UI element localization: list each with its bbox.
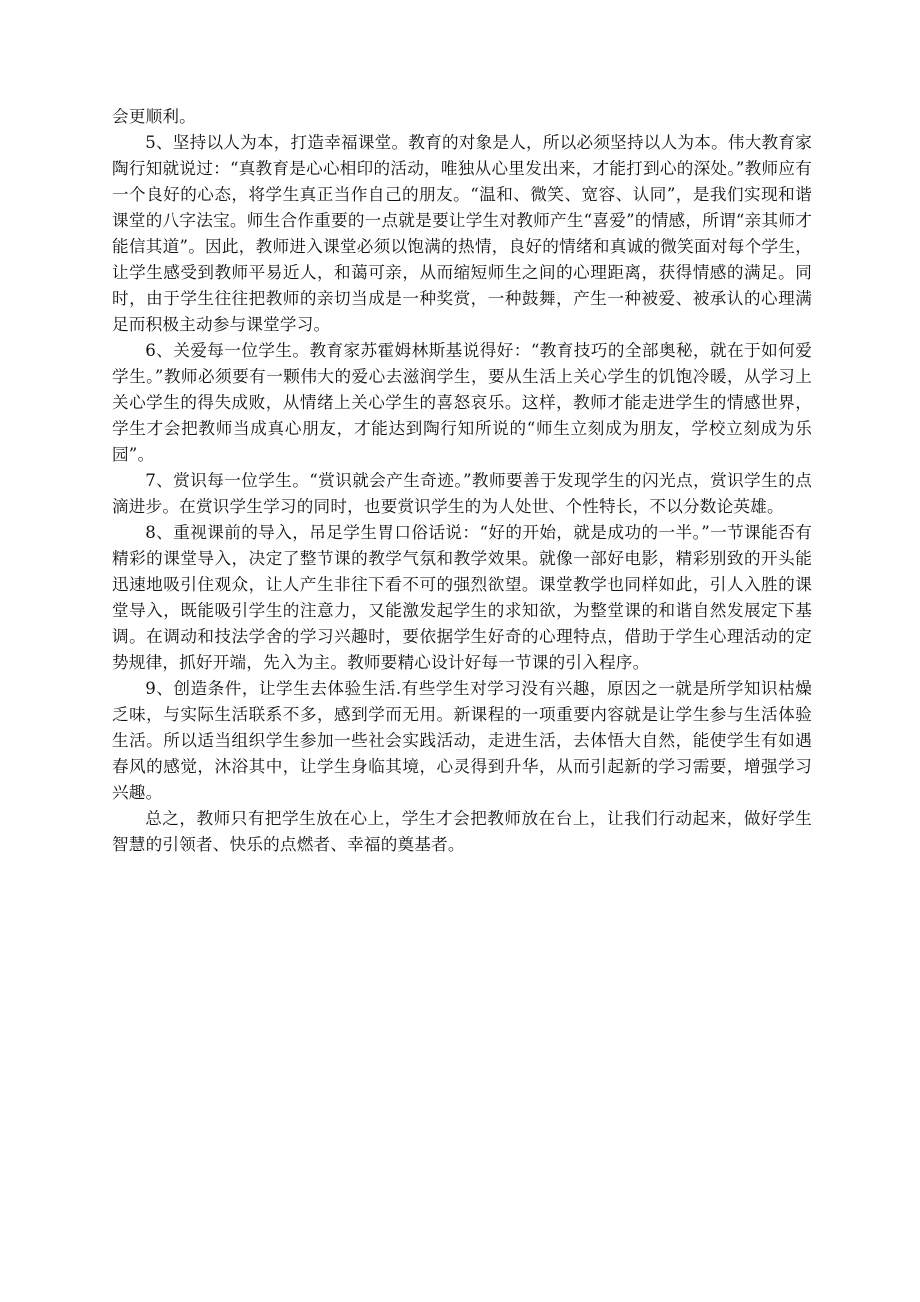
paragraph-item-5: 5、坚持以人为本，打造幸福课堂。教育的对象是人，所以必须坚持以人为本。伟大教育家陶行知就说过：“真教育是心心相印的活动，唯独从心里发出来，才能打到心的深处。”教师应有一个良好的心态，将学生真正当作自己的朋友。“温和、微笑、宽容、认同”，是我们实现和谐课堂的八字法宝。师生合作重要的一点就是要让学生对教师产生“喜爱”的情感，所谓“亲其师才能信其道”。因此，教师进入课堂必须以饱满的热情，良好的情绪和真诚的微笑面对每个学生，让学生感受到教师平易近人，和蔼可亲，从而缩短师生之间的心理距离，获得情感的满足。同时，由于学生往往把教师的亲切当成是一种奖赏，一种鼓舞，产生一种被爱、被承认的心理满足而积极主动参与课堂学习。 <box>112 133 812 334</box>
paragraph-item-9: 9、创造条件，让学生去体验生活.有些学生对学习没有兴趣，原因之一就是所学知识枯燥乏味，与实际生活联系不多，感到学而无用。新课程的一项重要内容就是让学生参与生活体验生活。所以适当组织学生参加一些社会实践活动，走进生活，去体悟大自然，能使学生有如遇春风的感觉，沐浴其中，让学生身临其境，心灵得到升华，从而引起新的学习需要，增强学习兴趣。 <box>112 679 812 802</box>
document-body <box>112 104 812 858</box>
paragraph-item-6: 6、关爱每一位学生。教育家苏霍姆林斯基说得好：“教育技巧的全部奥秘，就在于如何爱学生。”教师必须要有一颗伟大的爱心去滋润学生，要从生活上关心学生的饥饱冷暖，从学习上关心学生的得失成败，从情绪上关心学生的喜怒哀乐。这样，教师才能走进学生的情感世界，学生才会把教师当成真心朋友，才能达到陶行知所说的“师生立刻成为朋友，学校立刻成为乐园”。 <box>112 341 812 464</box>
paragraph-item-8: 8、重视课前的导入，吊足学生胃口俗话说：“好的开始，就是成功的一半。”一节课能否有精彩的课堂导入，决定了整节课的教学气氛和教学效果。就像一部好电影，精彩别致的开头能迅速地吸引住观众，让人产生非往下看不可的强烈欲望。课堂教学也同样如此，引人入胜的课堂导入，既能吸引学生的注意力，又能激发起学生的求知欲，为整堂课的和谐自然发展定下基调。在调动和技法学舍的学习兴趣时，要依据学生好奇的心理特点，借助于学生心理活动的定势规律，抓好开端，先入为主。教师要精心设计好每一节课的引入程序。 <box>112 523 812 672</box>
paragraph-conclusion: 总之，教师只有把学生放在心上，学生才会把教师放在台上，让我们行动起来，做好学生智慧的引领者、快乐的点燃者、幸福的奠基者。 <box>112 809 812 854</box>
paragraph-continuation: 会更顺利。 <box>112 107 196 126</box>
paragraph-item-7: 7、赏识每一位学生。“赏识就会产生奇迹。”教师要善于发现学生的闪光点，赏识学生的点滴进步。在赏识学生学习的同时，也要赏识学生的为人处世、个性特长，不以分数论英雄。 <box>112 471 812 516</box>
